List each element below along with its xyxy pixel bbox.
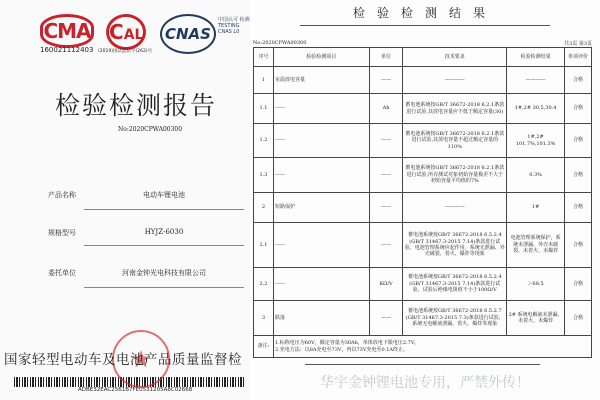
table-cell: 合格: [565, 67, 592, 94]
table-cell: ——: [369, 67, 403, 94]
table-cell: 合格: [565, 268, 592, 301]
watermark: 华宇金钟锂电池专用，严禁外传！: [320, 375, 530, 391]
column-header: 技术要求: [403, 48, 507, 67]
table-row: [254, 301, 592, 336]
results-page: [250, 0, 600, 400]
table-cell: 蓄电池系统按GB/T 36672-2018 6.5.2.4 (GB/T 31467.3-2015 7.14)条款进行试验，电池管理系统应起作用，系统无泄漏、外壳破裂、着火、爆炸等现象: [403, 223, 507, 268]
notes-cell: [273, 336, 591, 358]
table-cell: 1: [254, 67, 274, 94]
table-row: [254, 268, 592, 301]
divider: [305, 364, 540, 365]
table-cell: ——: [369, 158, 403, 193]
table-cell: 3: [254, 301, 274, 336]
cal-logo: CAL: [106, 14, 146, 50]
table-cell: 电池管理系统保护，系统未泄漏、外壳未破裂、未着火、未爆炸: [507, 223, 565, 268]
column-header: 单项评价: [565, 48, 592, 67]
table-cell: 合格: [565, 124, 592, 158]
table-cell: ——: [273, 124, 369, 158]
column-header: 检验检测项目: [273, 48, 369, 67]
page-indicator: 共3页 第3页: [564, 41, 592, 47]
table-cell: 蓄电池系统按GB/T 36672-2018 6.2.1条款进行试验,其放电容量不超过额定容量的110%: [403, 124, 507, 158]
table-cell: 短路保护: [273, 193, 369, 223]
table-cell: ————: [507, 67, 565, 94]
field-label: 产品名称: [48, 191, 76, 199]
results-table: [253, 47, 592, 358]
table-row: [254, 94, 592, 124]
table-row: [254, 223, 592, 268]
table-cell: 1#,2# 30.5,30.4: [507, 94, 565, 124]
table-cell: Ah: [369, 94, 403, 124]
table-cell: 合格: [565, 193, 592, 223]
table-cell: ——: [369, 124, 403, 158]
column-header: 单位: [369, 48, 403, 67]
table-cell: 1#,2# 101.7%,101.3%: [507, 124, 565, 158]
table-cell: 合格: [565, 94, 592, 124]
client-name: 河南金钟光电科技有限公司: [84, 268, 244, 288]
table-cell: 蓄电池系统按GB/T 36672-2018 6.5.2.4 (GB/T 31467.3-2015 7.14)条款进行试验，试验后绝缘电阻值不小于100Ω/V: [403, 268, 507, 301]
table-cell: 合格: [565, 301, 592, 336]
table-cell: 室温放电容量: [273, 67, 369, 94]
results-report-number: No:2020CPWA00300: [253, 40, 307, 46]
barcode-text: ADBE32EAC2561B7FE0531205A8C02668: [78, 387, 193, 393]
cma-logo: CMA: [40, 14, 94, 48]
table-cell: 蓄电池系统按GB/T 36672-2018 6.2.1条款进行试验,其放电容量应不低于额定容量(30): [403, 94, 507, 124]
table-cell: 2.2: [254, 268, 274, 301]
column-header: 序号: [254, 48, 274, 67]
organization-name: 国家轻型电动车及电池产品质量监督检: [4, 352, 242, 368]
table-cell: ————: [403, 193, 507, 223]
cma-number: 160021112403: [40, 46, 94, 54]
table-cell: 1.3: [254, 158, 274, 193]
table-row: [254, 158, 592, 193]
cal-number: (2019)国认监认字(262)号: [98, 49, 153, 54]
table-cell: ——: [273, 94, 369, 124]
table-cell: ——: [369, 193, 403, 223]
table-cell: ——: [369, 301, 403, 336]
table-row: [254, 193, 592, 223]
notes-label: 备注:: [254, 336, 274, 358]
table-cell: ＞68.5: [507, 268, 565, 301]
table-cell: 0.3%: [507, 158, 565, 193]
cnas-logo: CNAS: [160, 14, 216, 54]
table-cell: KΩ/V: [369, 268, 403, 301]
report-number: No:2020CPWA00300: [118, 126, 183, 133]
report-title: 检验检测报告: [55, 91, 218, 120]
note: 1.标称电压为60V，额定容量为30Ah，单体放电下限电压2.7V。: [274, 340, 420, 347]
model-number: HYJZ-6030: [84, 228, 244, 246]
table-cell: 2# 系统电解液未泄漏、未着火、未爆炸: [507, 301, 565, 336]
table-cell: ——: [273, 158, 369, 193]
note: 2.充电方法：以8A充电至73V，再以73V充电至0.1A终止。: [274, 346, 409, 353]
table-cell: ————: [403, 67, 507, 94]
table-cell: ——: [273, 223, 369, 268]
table-cell: 合格: [565, 223, 592, 268]
table-cell: 蓄电池系统按GB/T 36672-2018 6.2.1条款进行试验,所有测试对象初始容量极差不大于初始容量平均值的7%: [403, 158, 507, 193]
table-cell: 1#: [507, 193, 565, 223]
table-cell: 1.2: [254, 124, 274, 158]
product-name: 电动车锂电池: [84, 190, 244, 210]
table-cell: 蓄电池系统按GB/T 36672-2018 6.5.2.7 (GB/T 31467.3-2015 7.3)条款进行试验，系统无电解液泄漏、着火、爆炸等现象: [403, 301, 507, 336]
report-cover-page: [0, 0, 250, 400]
field-label: 委托单位: [48, 269, 76, 277]
cnas-caption: 中国认可 检测 TESTING CNAS L0: [218, 17, 250, 35]
table-cell: ——: [273, 268, 369, 301]
table-row: [254, 124, 592, 158]
table-row: [254, 67, 592, 94]
field-label: 规格型号: [48, 229, 76, 237]
table-cell: 跌落: [273, 301, 369, 336]
table-cell: ——: [369, 223, 403, 268]
table-cell: 2.1: [254, 223, 274, 268]
table-cell: 2: [254, 193, 274, 223]
column-header: 检验检测结果: [507, 48, 565, 67]
table-cell: 1.1: [254, 94, 274, 124]
results-title: 检验检测结果: [300, 4, 550, 26]
table-cell: 合格: [565, 158, 592, 193]
